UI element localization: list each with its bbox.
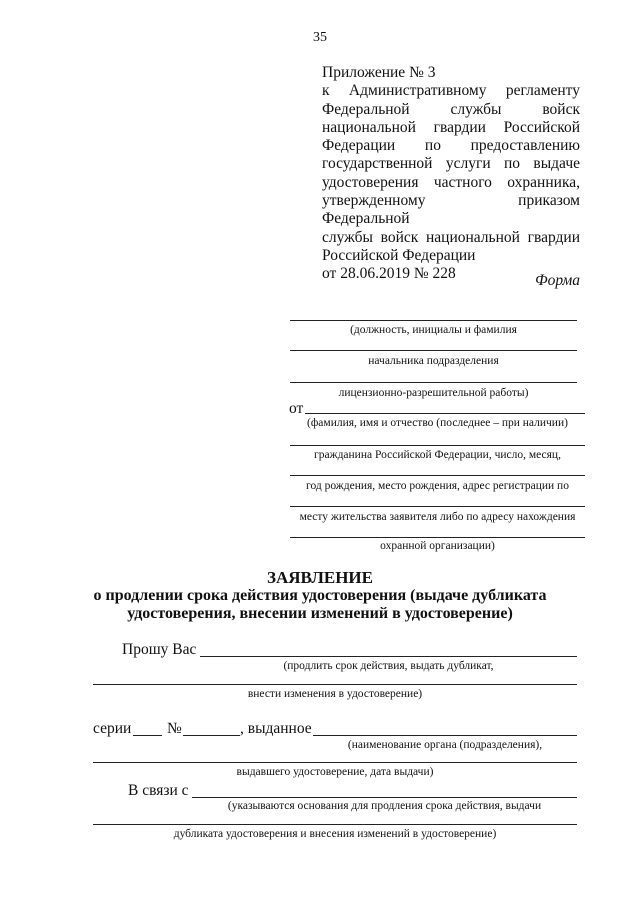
appendix-date: от 28.06.2019 № 228 — [322, 265, 456, 283]
appendix-line: удостоверения частного охранника, — [322, 173, 580, 191]
appendix-line: государственной услуги по выдаче — [322, 155, 580, 173]
statement-subtitle: о продлении срока действия удостоверения (выдаче дубликата — [93, 587, 547, 604]
request-caption: (продлить срок действия, выдать дубликат, — [283, 660, 494, 672]
appendix-line: к Административному регламенту — [322, 82, 580, 100]
from-field-line-3[interactable] — [290, 475, 585, 476]
appendix-block — [322, 64, 580, 284]
appendix-line: службы войск национальной гвардии — [322, 228, 580, 246]
addressee-caption: (должность, инициалы и фамилия — [350, 324, 517, 336]
appendix-line: Российской Федерации — [322, 246, 476, 264]
issued-caption: выдавшего удостоверение, дата выдачи) — [236, 766, 434, 778]
from-field-line-1[interactable] — [305, 413, 585, 414]
from-caption: год рождения, место рождения, адрес регистрации по — [306, 480, 569, 492]
number-field[interactable] — [183, 735, 240, 736]
appendix-line: утвержденному приказом Федеральной — [322, 192, 580, 228]
request-field[interactable] — [200, 656, 577, 657]
from-caption: охранной организации) — [380, 540, 495, 552]
request-label: Прошу Вас — [122, 641, 197, 658]
page-number: 35 — [313, 30, 327, 45]
reason-caption: дубликата удостоверения и внесения изменений в удостоверение) — [173, 828, 497, 840]
issued-caption: (наименование органа (подразделения), — [347, 739, 543, 751]
statement-subtitle: удостоверения, внесении изменений в удостоверение) — [127, 605, 513, 622]
request-caption: внести изменения в удостоверение) — [247, 688, 423, 700]
series-field[interactable] — [133, 735, 162, 736]
issued-field[interactable] — [313, 735, 577, 736]
addressee-field-line-2[interactable] — [290, 350, 577, 351]
issued-field-2[interactable] — [93, 762, 577, 763]
addressee-caption: лицензионно-разрешительной работы) — [338, 387, 529, 399]
from-caption: гражданина Российской Федерации, число, месяц, — [314, 449, 561, 461]
request-field-2[interactable] — [93, 684, 577, 685]
appendix-line: национальной гвардии Российской — [322, 118, 580, 136]
form-label: Форма — [535, 272, 580, 289]
number-label: № — [167, 720, 182, 737]
appendix-title: Приложение № 3 — [322, 64, 436, 81]
from-caption: месту жительства заявителя либо по адресу нахождения — [299, 511, 576, 523]
appendix-line: Федеральной службы войск — [322, 100, 580, 118]
reason-caption: (указываются основания для продления срока действия, выдачи — [227, 800, 542, 812]
appendix-line: Федерации по предоставлению — [322, 137, 580, 155]
reason-field[interactable] — [192, 797, 577, 798]
addressee-field-line-3[interactable] — [290, 382, 577, 383]
from-field-line-4[interactable] — [290, 506, 585, 507]
from-field-line-2[interactable] — [290, 445, 585, 446]
reason-label: В связи с — [128, 782, 189, 799]
issued-label: , выданное — [240, 720, 312, 737]
from-label: от — [289, 400, 304, 417]
from-field-line-5[interactable] — [290, 537, 585, 538]
from-caption: (фамилия, имя и отчество (последнее – при наличии) — [307, 417, 568, 429]
series-label: серии — [93, 720, 132, 737]
reason-field-2[interactable] — [93, 824, 577, 825]
statement-title: ЗАЯВЛЕНИЕ — [266, 568, 373, 587]
addressee-caption: начальника подразделения — [368, 355, 499, 367]
addressee-field-line-1[interactable] — [290, 320, 577, 321]
